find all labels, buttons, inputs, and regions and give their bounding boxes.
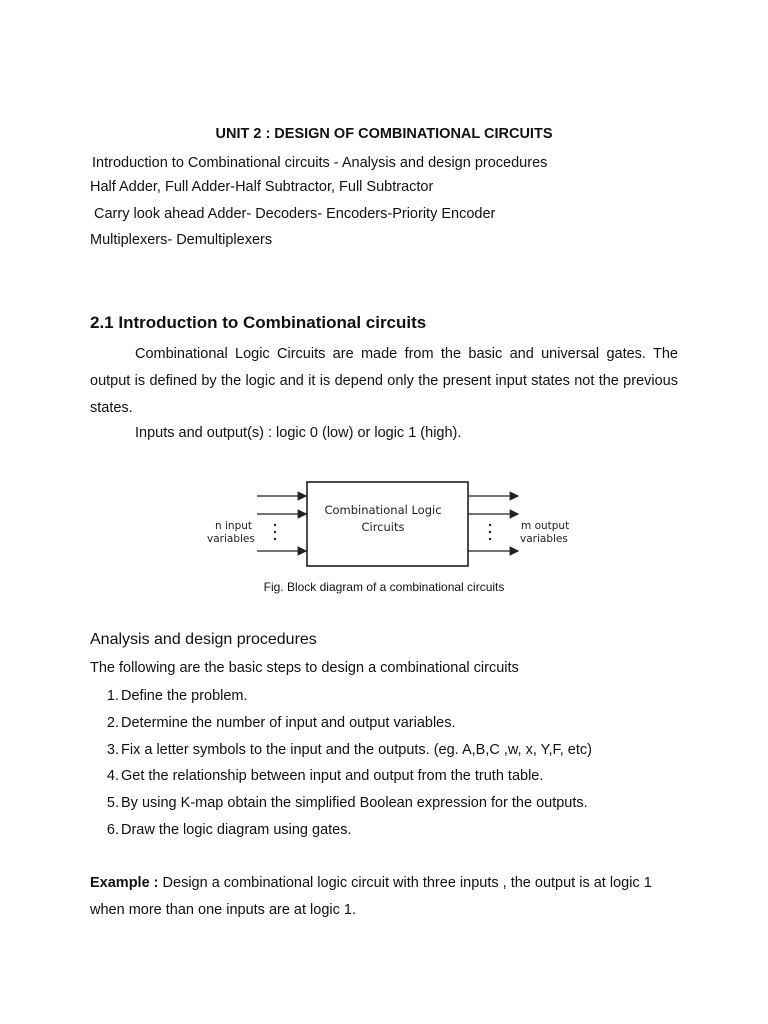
ellipsis-dot [489, 531, 491, 533]
analysis-heading: Analysis and design procedures [90, 631, 317, 648]
ellipsis-dot [489, 524, 491, 526]
steps-intro: The following are the basic steps to design a combinational circuits [90, 660, 519, 676]
output-label: m output [521, 520, 570, 532]
topic-line: Half Adder, Full Adder-Half Subtractor, Full Subtractor [90, 179, 434, 195]
step-number: 4. [106, 768, 119, 785]
step-number: 1. [106, 688, 119, 704]
box-label: Circuits [361, 520, 405, 534]
step-number: 5. [106, 795, 119, 812]
ellipsis-dot [274, 538, 276, 540]
example-text: Design a combinational logic circuit with three inputs , the output is at logic 1 when more than one inputs are at logic 1. [90, 875, 652, 918]
step-text: Determine the number of input and output variables. [121, 714, 456, 731]
io-logic-line: Inputs and output(s) : logic 0 (low) or logic 1 (high). [135, 425, 462, 441]
unit-title: UNIT 2 : DESIGN OF COMBINATIONAL CIRCUITS [215, 126, 553, 142]
intro-paragraph: Combinational Logic Circuits are made from the basic and universal gates. The output is defined by the logic and it is depend only the present input states not the previous states. [90, 346, 678, 416]
topic-line: Introduction to Combinational circuits - Analysis and design procedures [92, 155, 548, 171]
ellipsis-dot [274, 531, 276, 533]
block-diagram [200, 474, 580, 574]
list-item [90, 790, 592, 817]
topic-line: Carry look ahead Adder- Decoders- Encoders-Priority Encoder [94, 206, 496, 222]
example-label: Example : [90, 875, 159, 891]
output-label: variables [520, 533, 568, 545]
list-item [90, 763, 592, 790]
box-label: Combinational Logic [324, 503, 442, 517]
step-number: 2. [106, 714, 119, 731]
list-item [90, 710, 592, 737]
example-paragraph [90, 870, 680, 924]
ellipsis-dot [489, 538, 491, 540]
steps-list [90, 683, 592, 844]
step-text: Define the problem. [121, 688, 248, 704]
step-text: Fix a letter symbols to the input and the outputs. (eg. A,B,C ,w, x, Y,F, etc) [121, 741, 592, 758]
step-number: 6. [106, 821, 119, 838]
step-text: By using K-map obtain the simplified Boolean expression for the outputs. [121, 795, 588, 812]
list-item [90, 683, 592, 710]
step-number: 3. [106, 741, 119, 758]
input-label: n input [215, 520, 253, 532]
list-item [90, 817, 592, 844]
section-heading: 2.1 Introduction to Combinational circuits [90, 313, 427, 332]
step-text: Get the relationship between input and output from the truth table. [121, 768, 544, 785]
ellipsis-dot [274, 524, 276, 526]
topic-line: Multiplexers- Demultiplexers [90, 232, 273, 248]
input-label: variables [207, 533, 255, 545]
list-item [90, 737, 592, 764]
step-text: Draw the logic diagram using gates. [121, 821, 352, 838]
figure-caption: Fig. Block diagram of a combinational circuits [263, 580, 505, 594]
